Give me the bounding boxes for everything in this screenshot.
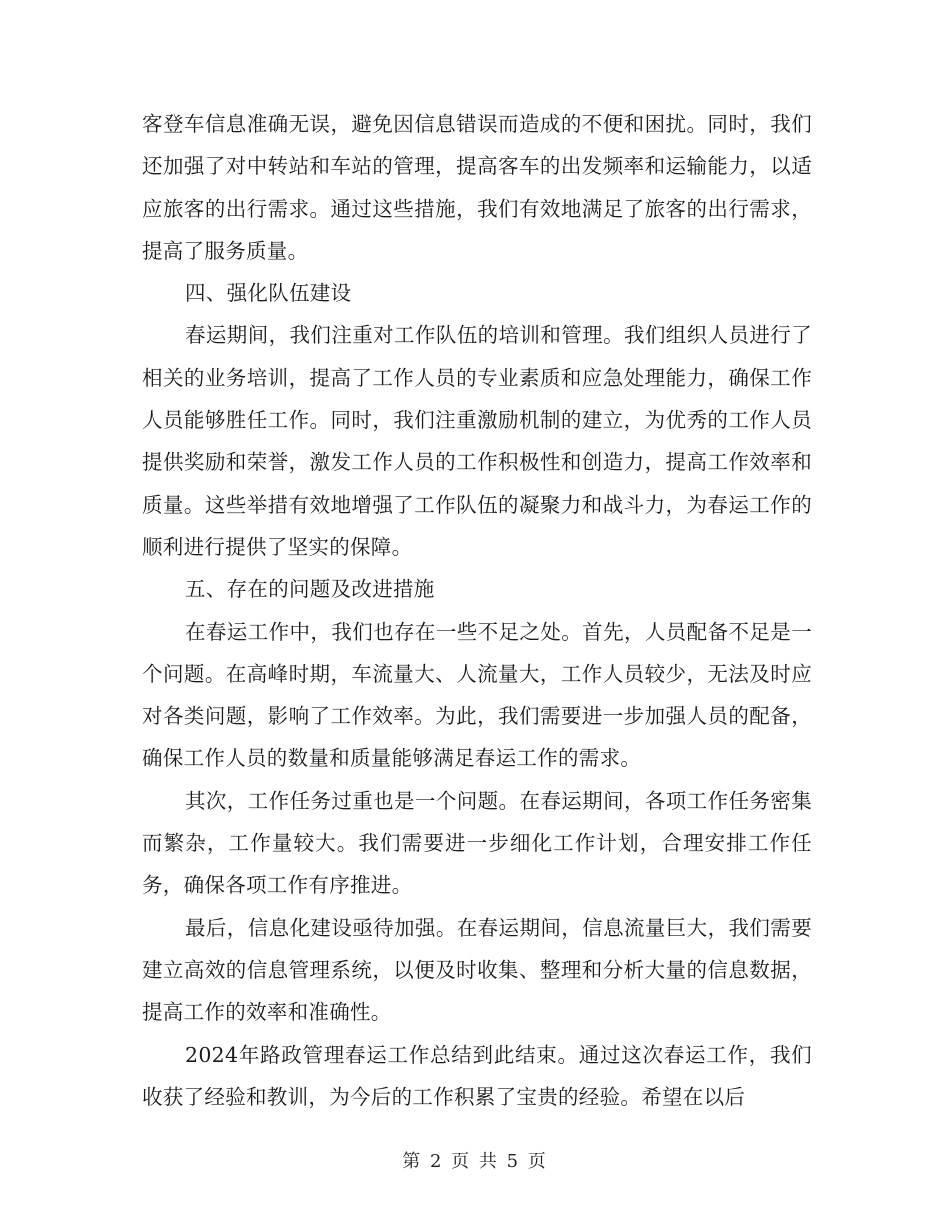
section-heading-team-building: 四、强化队伍建设 bbox=[185, 281, 352, 306]
paragraph-heavy-workload: 其次，工作任务过重也是一个问题。在春运期间，各项工作任务密集而繁杂，工作量较大。我们需要进一步细化工作计划，合理安排工作任务，确保各项工作有序推进。 bbox=[142, 788, 812, 898]
paragraph-continuation: 客登车信息准确无误，避免因信息错误而造成的不便和困扰。同时，我们还加强了对中转站和车站的管理，提高客车的出发频率和运输能力，以适应旅客的出行需求。通过这些措施，我们有效地满足了旅客的出行需求，提高了服务质量。 bbox=[142, 112, 812, 263]
paragraph-team-training: 春运期间，我们注重对工作队伍的培训和管理。我们组织人员进行了相关的业务培训，提高了工作人员的专业素质和应急处理能力，确保工作人员能够胜任工作。同时，我们注重激励机制的建立，为优秀的工作人员提供奖励和荣誉，激发工作人员的工作积极性和创造力，提高工作效率和质量。这些举措有效地增强了工作队伍的凝聚力和战斗力，为春运工作的顺利进行提供了坚实的保障。 bbox=[142, 323, 812, 559]
paragraph-informatization: 最后，信息化建设亟待加强。在春运期间，信息流量巨大，我们需要建立高效的信息管理系统，以便及时收集、整理和分析大量的信息数据，提高工作的效率和准确性。 bbox=[142, 915, 812, 1025]
paragraph-staffing-shortage: 在春运工作中，我们也存在一些不足之处。首先，人员配备不足是一个问题。在高峰时期，车流量大、人流量大，工作人员较少，无法及时应对各类问题，影响了工作效率。为此，我们需要进一步加强人员的配备，确保工作人员的数量和质量能够满足春运工作的需求。 bbox=[142, 619, 812, 771]
document-body bbox=[142, 103, 812, 1118]
section-heading-problems: 五、存在的问题及改进措施 bbox=[185, 577, 435, 602]
page-number-footer: 第 2 页 共 5 页 bbox=[402, 1151, 548, 1172]
paragraph-conclusion: 2024年路政管理春运工作总结到此结束。通过这次春运工作，我们收获了经验和教训，为今后的工作积累了宝贵的经验。希望在以后 bbox=[142, 1042, 812, 1109]
